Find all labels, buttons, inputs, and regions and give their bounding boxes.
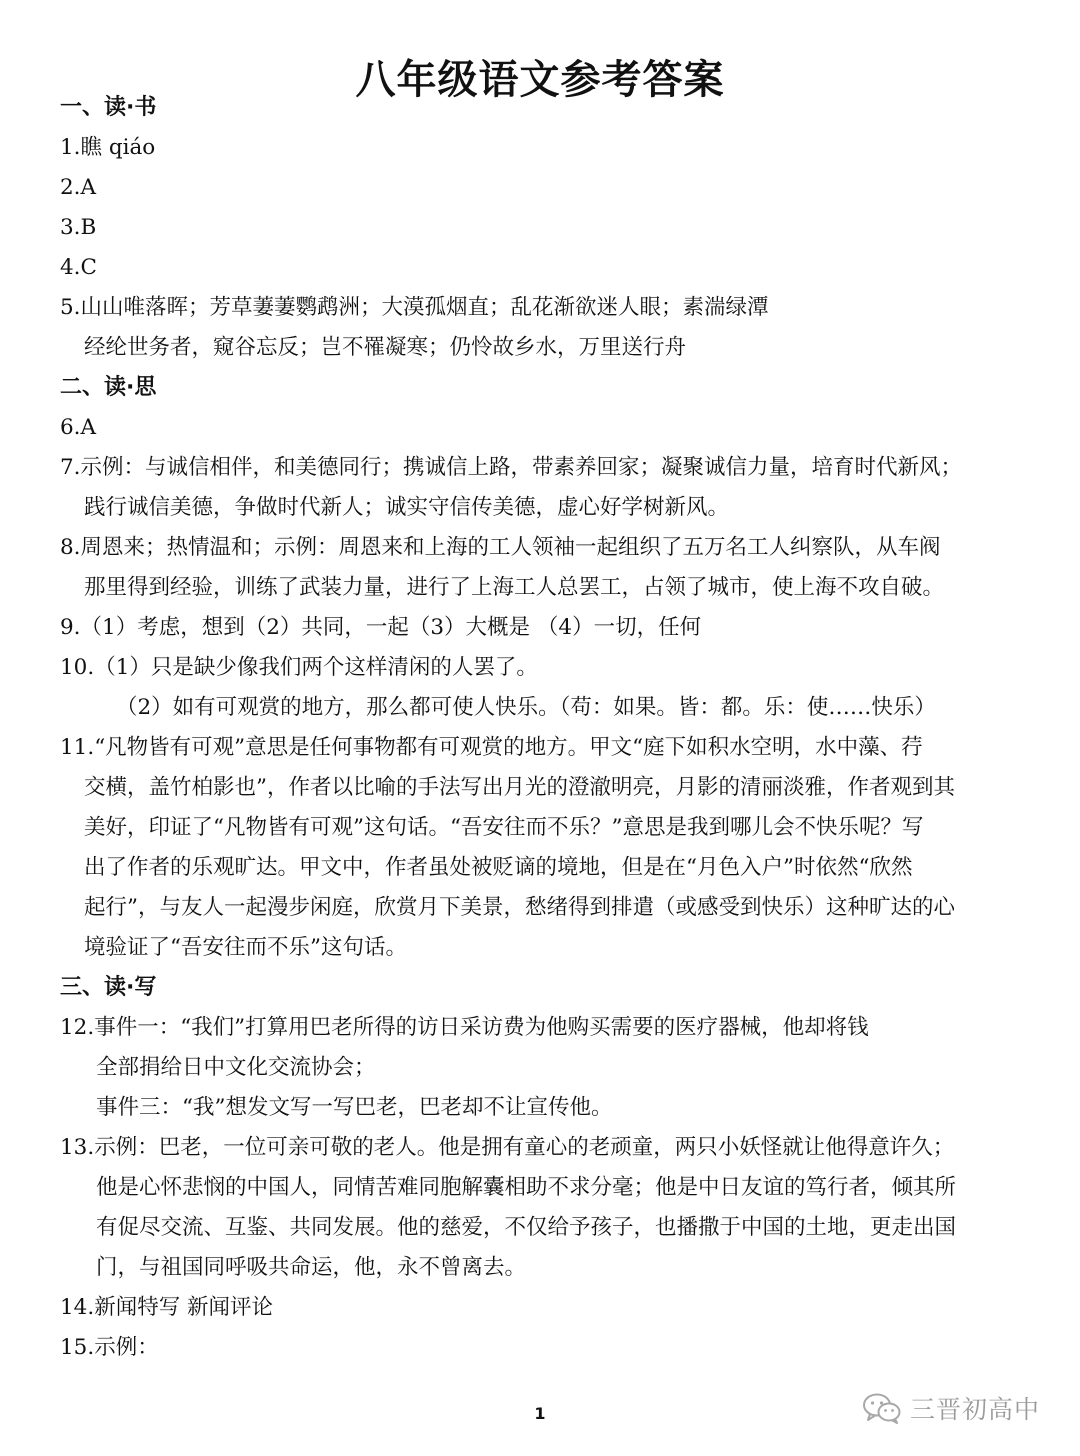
answer-line: 起行”，与友人一起漫步闲庭，欣赏月下美景，愁绪得到排遣（或感受到快乐）这种旷达的心 [84, 895, 955, 920]
answer-line: 有促尽交流、互鉴、共同发展。他的慈爱，不仅给予孩子，也播撒于中国的土地，更走出国 [96, 1215, 957, 1240]
answer-line: 那里得到经验，训练了武装力量，进行了上海工人总罢工，占领了城市，使上海不攻自破。 [84, 575, 945, 600]
answer-line: 门，与祖国同呼吸共命运，他，永不曾离去。 [96, 1255, 527, 1280]
watermark [862, 1388, 1040, 1428]
answer-line: （2）如有可观赏的地方，那么都可使人快乐。（苟：如果。皆：都。乐：使……快乐） [116, 695, 936, 720]
page-number: 1 [534, 1404, 546, 1423]
section-heading-3: 三、读·写 [60, 975, 157, 1000]
section-heading-1: 一、读·书 [60, 95, 157, 120]
answer-line: 12.事件一：“我们”打算用巴老所得的访日采访费为他购买需要的医疗器械，他却将钱 [60, 1015, 869, 1040]
answer-line: 9.（1）考虑，想到（2）共同，一起（3）大概是 （4）一切，任何 [60, 615, 702, 640]
answer-line: 践行诚信美德，争做时代新人；诚实守信传美德，虚心好学树新风。 [84, 495, 730, 520]
answer-line: 美好，印证了“凡物皆有可观”这句话。“吾安往而不乐？”意思是我到哪儿会不快乐呢？写 [84, 815, 924, 840]
answer-line: 全部捐给日中文化交流协会； [96, 1055, 376, 1080]
answer-line: 他是心怀悲悯的中国人，同情苦难同胞解囊相助不求分毫；他是中日友谊的笃行者，倾其所 [96, 1175, 957, 1200]
answer-line: 13.示例：巴老，一位可亲可敬的老人。他是拥有童心的老顽童，两只小妖怪就让他得意许久； [60, 1135, 955, 1160]
answer-line: 5.山山唯落晖；芳草萋萋鹦鹉洲；大漠孤烟直；乱花渐欲迷人眼；素湍绿潭 [60, 295, 769, 320]
answer-line: 10.（1）只是缺少像我们两个这样清闲的人罢了。 [60, 655, 538, 680]
wechat-icon [862, 1392, 902, 1424]
answer-line: 出了作者的乐观旷达。甲文中，作者虽处被贬谪的境地，但是在“月色入户”时依然“欣然 [84, 855, 913, 880]
answer-line: 境验证了“吾安往而不乐”这句话。 [84, 935, 407, 960]
answer-line: 1.瞧 qiáo [60, 135, 156, 160]
answer-line: 3.B [60, 215, 97, 240]
answer-line: 4.C [60, 255, 97, 280]
watermark-text: 三晋初高中 [910, 1395, 1041, 1424]
answer-line: 15.示例： [60, 1335, 159, 1360]
answer-line: 6.A [60, 415, 97, 440]
answer-line: 14.新闻特写 新闻评论 [60, 1295, 274, 1320]
answer-line: 2.A [60, 175, 97, 200]
answer-line: 交横，盖竹柏影也”，作者以比喻的手法写出月光的澄澈明亮，月影的清丽淡雅，作者观到其 [84, 775, 955, 800]
answer-line: 7.示例：与诚信相伴，和美德同行；携诚信上路，带素养回家；凝聚诚信力量，培育时代新风； [60, 455, 963, 480]
answer-line: 经纶世务者，窥谷忘反；岂不罹凝寒；仍怜故乡水，万里送行舟 [84, 335, 687, 360]
answer-line: 8.周恩来；热情温和；示例：周恩来和上海的工人领袖一起组织了五万名工人纠察队，从车阀 [60, 535, 941, 560]
page-title: 八年级语文参考答案 [355, 57, 725, 103]
section-heading-2: 二、读·思 [60, 375, 157, 400]
answer-line: 11.“凡物皆有可观”意思是任何事物都有可观赏的地方。甲文“庭下如积水空明，水中藻、荇 [60, 735, 923, 760]
answer-line: 事件三：“我”想发文写一写巴老，巴老却不让宣传他。 [96, 1095, 613, 1120]
